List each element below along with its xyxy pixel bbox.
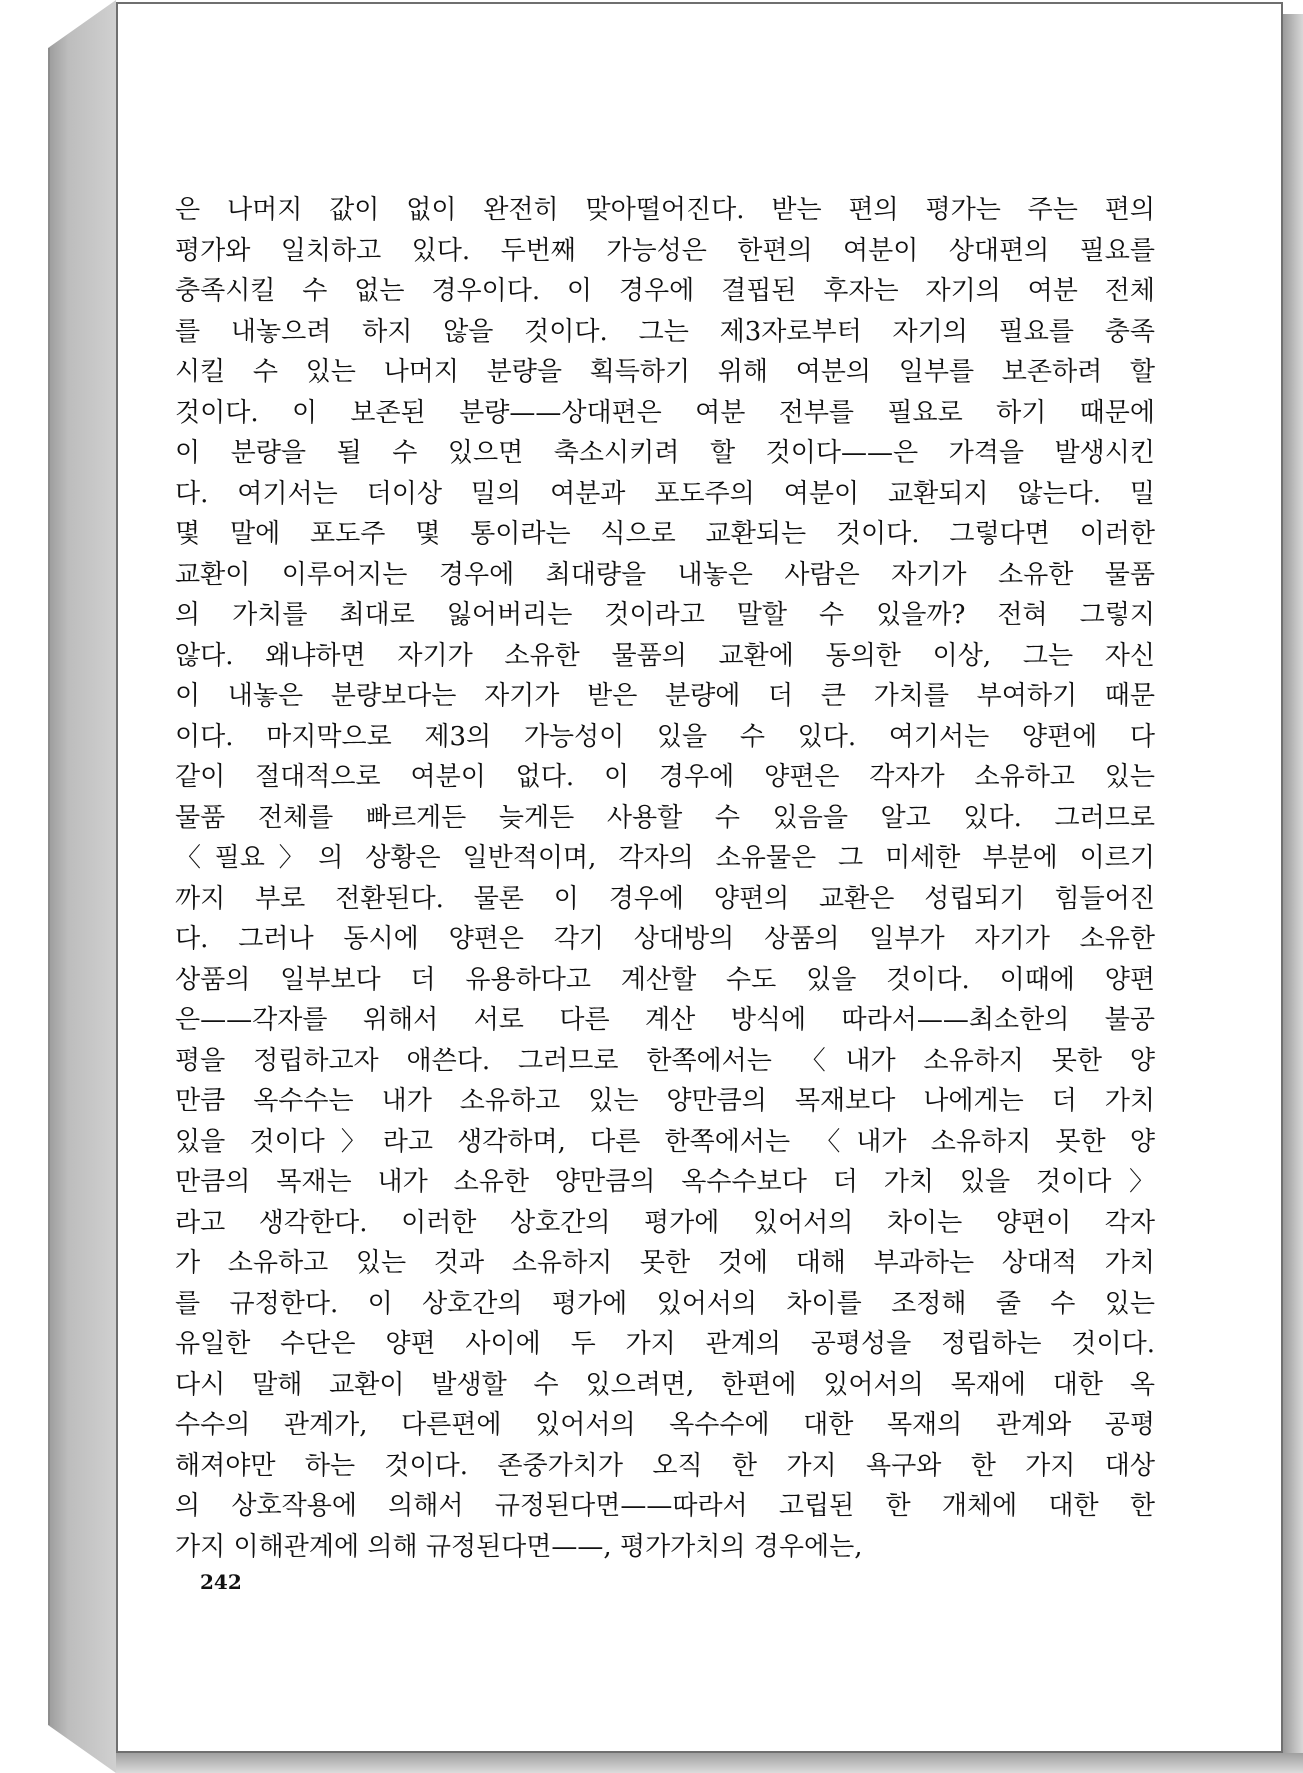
text-line: 이 분량을 될 수 있으면 축소시키려 할 것이다——은 가격을 발생시킨 [175, 438, 1155, 468]
text-line: 를 내놓으려 하지 않을 것이다. 그는 제3자로부터 자기의 필요를 충족 [175, 316, 1155, 347]
page-shadow-right [1283, 14, 1303, 1773]
text-line: 물품 전체를 빠르게든 늦게든 사용할 수 있음을 알고 있다. 그러므로 [175, 802, 1155, 833]
spine-edge [48, 48, 50, 1725]
body-text [175, 190, 1155, 1567]
text-line: 있을 것이다〉라고 생각하며, 다른 한쪽에서는 〈내가 소유하지 못한 양 [175, 1126, 1155, 1157]
text-line: 의 가치를 최대로 잃어버리는 것이라고 말할 수 있을까? 전혀 그렇지 [175, 600, 1155, 630]
text-line: 수수의 관계가, 다른편에 있어서의 옥수수에 대한 목재의 관계와 공평 [175, 1410, 1155, 1440]
text-line: 시킬 수 있는 나머지 분량을 획득하기 위해 여분의 일부를 보존하려 할 [175, 357, 1155, 387]
text-line: 이다. 마지막으로 제3의 가능성이 있을 수 있다. 여기서는 양편에 다 [175, 721, 1155, 752]
text-line: 〈필요〉의 상황은 일반적이며, 각자의 소유물은 그 미세한 부분에 이르기 [175, 843, 1155, 873]
text-line: 만큼 옥수수는 내가 소유하고 있는 양만큼의 목재보다 나에게는 더 가치 [175, 1086, 1155, 1116]
book-spine [48, 0, 116, 1773]
text-line: 평을 정립하고자 애쓴다. 그러므로 한쪽에서는 〈내가 소유하지 못한 양 [175, 1045, 1155, 1076]
text-line: 까지 부로 전환된다. 물론 이 경우에 양편의 교환은 성립되기 힘들어진 [175, 883, 1155, 914]
text-line: 가지 이해관계에 의해 규정된다면——, 평가가치의 경우에는, [175, 1531, 863, 1562]
text-line: 은 나머지 값이 없이 완전히 맞아떨어진다. 받는 편의 평가는 주는 편의 [175, 195, 1155, 225]
text-line: 를 규정한다. 이 상호간의 평가에 있어서의 차이를 조정해 줄 수 있는 [175, 1288, 1155, 1319]
text-line: 의 상호작용에 의해서 규정된다면——따라서 고립된 한 개체에 대한 한 [175, 1491, 1155, 1521]
page-shadow-bottom [116, 1753, 1303, 1773]
text-line: 해져야만 하는 것이다. 존중가치가 오직 한 가지 욕구와 한 가지 대상 [175, 1450, 1155, 1481]
text-line: 은——각자를 위해서 서로 다른 계산 방식에 따라서——최소한의 불공 [175, 1005, 1155, 1035]
text-line: 충족시킬 수 없는 경우이다. 이 경우에 결핍된 후자는 자기의 여분 전체 [175, 276, 1155, 306]
text-line: 가 소유하고 있는 것과 소유하지 못한 것에 대해 부과하는 상대적 가치 [175, 1248, 1155, 1278]
text-line: 교환이 이루어지는 경우에 최대량을 내놓은 사람은 자기가 소유한 물품 [175, 559, 1155, 590]
page-number: 242 [200, 1570, 242, 1594]
text-line: 다. 여기서는 더이상 밀의 여분과 포도주의 여분이 교환되지 않는다. 밀 [175, 478, 1155, 509]
text-line: 않다. 왜냐하면 자기가 소유한 물품의 교환에 동의한 이상, 그는 자신 [175, 640, 1155, 671]
text-line: 다시 말해 교환이 발생할 수 있으려면, 한편에 있어서의 목재에 대한 옥 [175, 1369, 1155, 1400]
text-line: 것이다. 이 보존된 분량——상대편은 여분 전부를 필요로 하기 때문에 [175, 397, 1155, 428]
text-line: 몇 말에 포도주 몇 통이라는 식으로 교환되는 것이다. 그렇다면 이러한 [175, 519, 1155, 549]
text-line: 유일한 수단은 양편 사이에 두 가지 관계의 공평성을 정립하는 것이다. [175, 1329, 1155, 1359]
text-line: 다. 그러나 동시에 양편은 각기 상대방의 상품의 일부가 자기가 소유한 [175, 924, 1155, 954]
text-line: 라고 생각한다. 이러한 상호간의 평가에 있어서의 차이는 양편이 각자 [175, 1207, 1155, 1238]
text-line: 만큼의 목재는 내가 소유한 양만큼의 옥수수보다 더 가치 있을 것이다〉 [175, 1167, 1155, 1197]
text-line: 같이 절대적으로 여분이 없다. 이 경우에 양편은 각자가 소유하고 있는 [175, 762, 1155, 792]
text-line: 이 내놓은 분량보다는 자기가 받은 분량에 더 큰 가치를 부여하기 때문 [175, 681, 1155, 711]
text-line: 평가와 일치하고 있다. 두번째 가능성은 한편의 여분이 상대편의 필요를 [175, 235, 1155, 266]
text-line: 상품의 일부보다 더 유용하다고 계산할 수도 있을 것이다. 이때에 양편 [175, 964, 1155, 995]
